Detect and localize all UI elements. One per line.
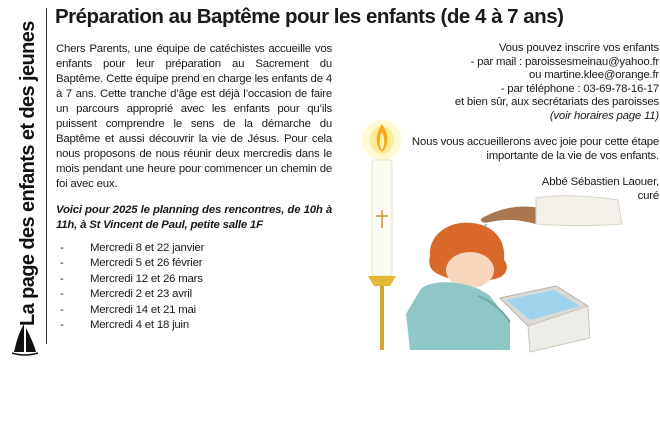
- list-bullet: -: [60, 242, 64, 254]
- child-icon: [406, 223, 510, 350]
- contact-offices: et bien sûr, aux secrétariats des paroisses: [454, 96, 659, 108]
- contact-phone: - par téléphone : 03-69-78-16-17: [500, 82, 659, 95]
- contact-mail-alt: ou martine.klee@orange.fr: [528, 69, 659, 81]
- list-item: [56, 256, 332, 271]
- page-title: Préparation au Baptême pour les enfants (de 4 à 7 ans): [55, 5, 564, 28]
- list-bullet: -: [60, 288, 64, 301]
- intro-paragraph: Chers Parents, une équipe de catéchistes accueille vos enfants pour leur préparation au Sacrement du Baptême. Cette équipe prend en charge les enfants de 4 à 7 ans. Cette tranche d’âge est déjà l’occasion de faire un parcours approprié avec les enfants pour qu’ils puissent comprendre le sens de la démarche du Baptême et aussi découvrir la vie de Jésus. Pour cela nous proposons de nous réunir deux mercredis dans le mois pendant une heure pour commencer un chemin de foi avec eux.: [56, 43, 332, 190]
- planning-heading: Voici pour 2025 le planning des rencontres, de 10h à 11h, à St Vincent de Paul, petite salle 1F: [56, 204, 332, 231]
- list-bullet: -: [60, 272, 64, 285]
- contact-hours-note: (voir horaires page 11): [549, 109, 659, 122]
- signature-name: Abbé Sébastien Laouer,: [541, 176, 659, 188]
- baptism-illustration: [360, 100, 660, 360]
- list-item: [56, 287, 332, 302]
- contact-mail: - par mail : paroissesmeinau@yahoo.fr: [470, 55, 659, 68]
- side-divider: [46, 8, 47, 344]
- list-bullet: -: [60, 303, 64, 316]
- baptismal-font-icon: [500, 286, 590, 352]
- meeting-date: Mercredi 4 et 18 juin: [90, 318, 189, 331]
- meeting-date: Mercredi 2 et 23 avril: [90, 288, 192, 301]
- meeting-date: Mercredi 14 et 21 mai: [90, 303, 196, 316]
- list-item: [56, 318, 332, 333]
- side-banner-text: La page des enfants et des jeunes: [17, 21, 39, 326]
- contact-intro: Vous pouvez inscrire vos enfants: [498, 42, 659, 54]
- side-banner: [8, 4, 48, 356]
- list-bullet: -: [60, 257, 64, 270]
- meeting-date: Mercredi 8 et 22 janvier: [90, 242, 205, 254]
- list-item: [56, 272, 332, 287]
- signature-role: curé: [637, 189, 659, 202]
- meetings-list: [56, 241, 332, 333]
- meeting-date: Mercredi 5 et 26 février: [90, 257, 203, 270]
- list-item: [56, 303, 332, 318]
- meeting-date: Mercredi 12 et 26 mars: [90, 272, 203, 285]
- sail-logo-icon: [10, 322, 40, 356]
- candle-icon: [362, 120, 402, 350]
- list-bullet: -: [60, 318, 64, 331]
- left-column: [56, 42, 332, 333]
- welcome-text: Nous vous accueillerons avec joie pour cette étape importante de la vie de vos enfants.: [411, 136, 659, 162]
- list-item: [56, 241, 332, 256]
